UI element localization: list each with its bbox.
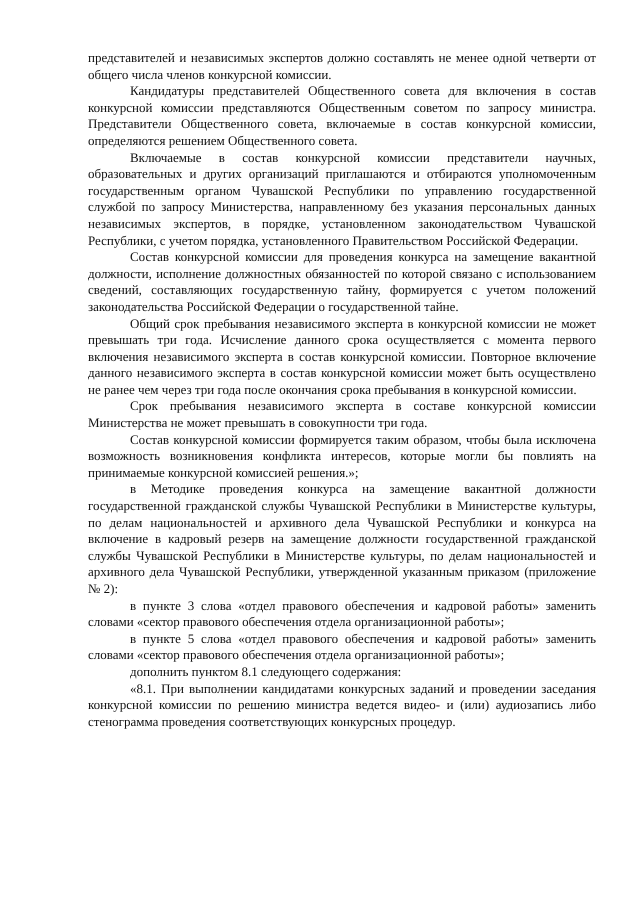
paragraph-state-secret-composition: Состав конкурсной комиссии для проведения конкурса на замещение вакантной должности, исполнение должностных обязанностей по которой связано с использованием сведений, составляющих государственную тайну, формируется с учетом положений законодательства Российской Федерации о государственной тайне. — [88, 249, 596, 314]
paragraph-methodology-amendment: в Методике проведения конкурса на замещение вакантной должности государственной гражданской службы Чувашской Республики в Министерстве культуры, по делам национальностей и архивного дела Чувашской Республики и конкурса на включение в кадровый резерв на замещение должности государственной гражданской службы Чувашской Республики в Министерстве культуры, по делам национальностей и архивного дела Чувашской Республики, утвержденной указанным приказом (приложение № 2): — [88, 481, 596, 596]
paragraph-expert-term: Общий срок пребывания независимого эксперта в конкурсной комиссии не может превышать три года. Исчисление данного срока осуществляется с момента первого включения независимого эксперта в состав конкурсной комиссии. Повторное включение данного независимого эксперта в состав конкурсной комиссии может быть осуществлено не ранее чем через три года после окончания срока пребывания в конкурсной комиссии. — [88, 315, 596, 397]
paragraph-organization-representatives: Включаемые в состав конкурсной комиссии представители научных, образовательных и других организаций приглашаются и отбираются уполномоченным государственным органом Чувашской Республики по управлению государственной службой по запросу Министерства, направленному без указания персональных данных независимых экспертов, в порядке, установленном законодательством Чувашской Республики, с учетом порядка, установленного Правительством Российской Федерации. — [88, 149, 596, 248]
paragraph-conflict-of-interest: Состав конкурсной комиссии формируется таким образом, чтобы была исключена возможность возникновения конфликта интересов, которые могли бы повлиять на принимаемые конкурсной комиссией решения.»; — [88, 431, 596, 480]
paragraph-item-3-amendment: в пункте 3 слова «отдел правового обеспечения и кадровой работы» заменить словами «сектор правового обеспечения отдела организационной работы»; — [88, 597, 596, 630]
paragraph-item-5-amendment: в пункте 5 слова «отдел правового обеспечения и кадровой работы» заменить словами «сектор правового обеспечения отдела организационной работы»; — [88, 630, 596, 663]
paragraph-expert-total-term: Срок пребывания независимого эксперта в составе конкурсной комиссии Министерства не может превышать в совокупности три года. — [88, 398, 596, 431]
paragraph-public-council-candidates: Кандидатуры представителей Общественного совета для включения в состав конкурсной комиссии представляются Общественным советом по запросу министра. Представители Общественного совета, включаемые в состав конкурсной комиссии, определяются решением Общественного совета. — [88, 83, 596, 148]
document-page — [88, 50, 596, 730]
paragraph-add-item-8-1: дополнить пунктом 8.1 следующего содержания: — [130, 663, 402, 679]
paragraph-item-8-1-text: «8.1. При выполнении кандидатами конкурсных заданий и проведении заседания конкурсной комиссии по решению министра ведется видео- и (или) аудиозапись либо стенограмма проведения соответствующих конкурсных процедур. — [88, 680, 596, 729]
paragraph-continuation: представителей и независимых экспертов должно составлять не менее одной четверти от общего числа членов конкурсной комиссии. — [88, 50, 596, 82]
